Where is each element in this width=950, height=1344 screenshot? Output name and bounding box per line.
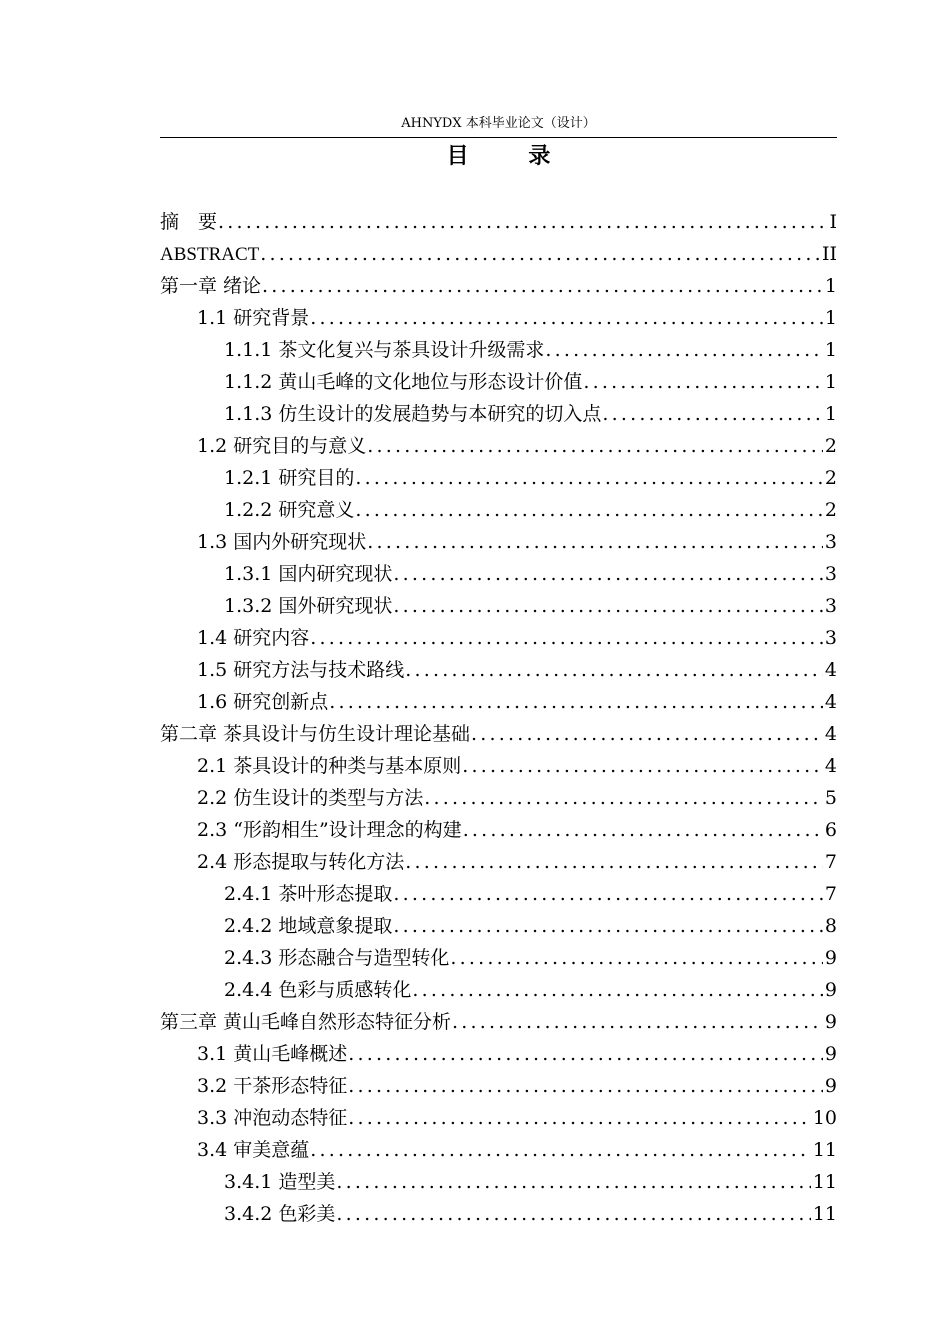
toc-page-number: 2	[824, 467, 837, 489]
toc-entry-label: 1.4 研究内容	[197, 627, 310, 649]
toc-page-number: 1	[824, 371, 837, 393]
toc-dot-leader	[309, 1134, 811, 1166]
toc-entry[interactable]	[160, 846, 837, 878]
toc-entry[interactable]	[160, 590, 837, 622]
toc-entry-label: 3.3 冲泡动态特征	[197, 1107, 348, 1129]
toc-page-number: 3	[824, 563, 837, 585]
toc-entry[interactable]	[160, 1038, 837, 1070]
toc-dot-leader	[347, 1038, 823, 1070]
toc-entry-label: 2.2 仿生设计的类型与方法	[197, 787, 424, 809]
toc-dot-leader	[261, 270, 823, 302]
toc-list	[160, 206, 837, 1230]
toc-page-number: 4	[824, 755, 837, 777]
toc-dot-leader	[347, 1102, 811, 1134]
toc-entry-label: 3.1 黄山毛峰概述	[197, 1043, 348, 1065]
toc-dot-leader	[470, 718, 823, 750]
toc-entry-label: 1.3.2 国外研究现状	[224, 595, 393, 617]
toc-dot-leader	[392, 878, 823, 910]
toc-page-number: 3	[824, 627, 837, 649]
toc-entry[interactable]	[160, 1166, 837, 1198]
toc-dot-leader	[392, 910, 823, 942]
toc-page-number: 4	[824, 723, 837, 745]
toc-page-number: 2	[824, 435, 837, 457]
toc-entry-label: 1.3.1 国内研究现状	[224, 563, 393, 585]
toc-page-number: I	[829, 211, 837, 233]
toc-entry[interactable]	[160, 430, 837, 462]
toc-page-number: 4	[824, 691, 837, 713]
toc-entry[interactable]	[160, 814, 837, 846]
toc-page-number: 1	[824, 403, 837, 425]
toc-page-number: 2	[824, 499, 837, 521]
toc-dot-leader	[392, 590, 823, 622]
toc-entry-label: 第三章 黄山毛峰自然形态特征分析	[160, 1011, 452, 1033]
toc-page-number: 1	[824, 275, 837, 297]
toc-dot-leader	[582, 366, 823, 398]
toc-entry-label: 2.3 “形韵相生”设计理念的构建	[197, 819, 462, 841]
toc-entry[interactable]	[160, 1006, 837, 1038]
toc-entry[interactable]	[160, 942, 837, 974]
toc-page-number: 9	[824, 947, 837, 969]
toc-dot-leader	[462, 814, 823, 846]
toc-dot-leader	[217, 206, 827, 238]
toc-entry[interactable]	[160, 686, 837, 718]
toc-page-number: II	[821, 243, 837, 265]
toc-page-number: 11	[812, 1171, 837, 1193]
toc-entry[interactable]	[160, 654, 837, 686]
header-rule	[160, 137, 837, 138]
toc-entry-label: 1.2 研究目的与意义	[197, 435, 367, 457]
toc-entry-label: 2.4.1 茶叶形态提取	[224, 883, 393, 905]
toc-entry[interactable]	[160, 558, 837, 590]
toc-page-number: 5	[824, 787, 837, 809]
toc-page-number: 4	[824, 659, 837, 681]
toc-title: 目 录	[446, 143, 577, 169]
toc-dot-leader	[392, 558, 823, 590]
toc-dot-leader	[404, 846, 823, 878]
toc-entry[interactable]	[160, 366, 837, 398]
toc-dot-leader	[309, 302, 823, 334]
toc-dot-leader	[309, 622, 823, 654]
toc-entry-label: 1.1.3 仿生设计的发展趋势与本研究的切入点	[224, 403, 602, 425]
toc-entry[interactable]	[160, 238, 837, 270]
toc-entry-label: 3.4 审美意蕴	[197, 1139, 310, 1161]
toc-page-number: 8	[824, 915, 837, 937]
toc-dot-leader	[366, 526, 823, 558]
toc-page-number: 7	[824, 883, 837, 905]
toc-entry[interactable]	[160, 334, 837, 366]
toc-dot-leader	[544, 334, 823, 366]
toc-dot-leader	[461, 750, 823, 782]
toc-entry[interactable]	[160, 782, 837, 814]
toc-entry-label: 3.2 干茶形态特征	[197, 1075, 348, 1097]
toc-dot-leader	[366, 430, 823, 462]
toc-dot-leader	[404, 654, 823, 686]
toc-dot-leader	[423, 782, 823, 814]
toc-entry-label: 1.1 研究背景	[197, 307, 310, 329]
toc-entry[interactable]	[160, 750, 837, 782]
toc-entry-label: 1.3 国内外研究现状	[197, 531, 367, 553]
toc-page-number: 10	[812, 1107, 837, 1129]
toc-entry-label: 3.4.1 造型美	[224, 1171, 336, 1193]
toc-dot-leader	[335, 1166, 810, 1198]
toc-entry-label: 1.5 研究方法与技术路线	[197, 659, 405, 681]
toc-entry-label: 2.4 形态提取与转化方法	[197, 851, 405, 873]
toc-page-number: 9	[824, 979, 837, 1001]
toc-page-number: 11	[812, 1203, 837, 1225]
toc-entry-label: 2.1 茶具设计的种类与基本原则	[197, 755, 462, 777]
toc-entry[interactable]	[160, 622, 837, 654]
toc-entry-label: 1.1.2 黄山毛峰的文化地位与形态设计价值	[224, 371, 583, 393]
toc-entry-label: 第二章 茶具设计与仿生设计理论基础	[160, 723, 471, 745]
toc-dot-leader	[449, 942, 823, 974]
toc-entry-label: 2.4.2 地域意象提取	[224, 915, 393, 937]
toc-entry[interactable]	[160, 398, 837, 430]
toc-entry[interactable]	[160, 270, 837, 302]
toc-entry[interactable]	[160, 526, 837, 558]
toc-entry[interactable]	[160, 974, 837, 1006]
toc-entry[interactable]	[160, 1134, 837, 1166]
toc-entry-label: 1.1.1 茶文化复兴与茶具设计升级需求	[224, 339, 545, 361]
toc-entry-label: 2.4.4 色彩与质感转化	[224, 979, 412, 1001]
toc-page-number: 3	[824, 595, 837, 617]
toc-page-number: 9	[824, 1043, 837, 1065]
toc-entry-label: 第一章 绪论	[160, 275, 262, 297]
toc-entry-label: 1.2.2 研究意义	[224, 499, 355, 521]
toc-page-number: 9	[824, 1075, 837, 1097]
toc-dot-leader	[411, 974, 823, 1006]
toc-entry[interactable]	[160, 718, 837, 750]
toc-entry[interactable]	[160, 1070, 837, 1102]
toc-page-number: 11	[812, 1139, 837, 1161]
toc-dot-leader	[259, 238, 820, 270]
toc-dot-leader	[335, 1198, 810, 1230]
toc-entry-label: 3.4.2 色彩美	[224, 1203, 336, 1225]
toc-entry-label: 1.6 研究创新点	[197, 691, 329, 713]
toc-dot-leader	[354, 494, 823, 526]
toc-page-number: 7	[824, 851, 837, 873]
toc-dot-leader	[328, 686, 823, 718]
toc-dot-leader	[354, 462, 823, 494]
toc-entry[interactable]	[160, 462, 837, 494]
toc-page-number: 6	[824, 819, 837, 841]
toc-entry-label: ABSTRACT	[160, 244, 260, 265]
running-header: AHNYDX 本科毕业论文（设计）	[401, 116, 596, 131]
toc-entry-label: 2.4.3 形态融合与造型转化	[224, 947, 450, 969]
toc-entry[interactable]	[160, 494, 837, 526]
toc-entry[interactable]	[160, 1102, 837, 1134]
toc-page-number: 9	[824, 1011, 837, 1033]
toc-page-number: 3	[824, 531, 837, 553]
toc-dot-leader	[451, 1006, 823, 1038]
toc-entry[interactable]	[160, 302, 837, 334]
toc-entry-label: 摘 要	[160, 211, 218, 233]
toc-entry[interactable]	[160, 1198, 837, 1230]
toc-page-number: 1	[824, 307, 837, 329]
toc-entry-label: 1.2.1 研究目的	[224, 467, 355, 489]
toc-entry[interactable]	[160, 878, 837, 910]
toc-page-number: 1	[824, 339, 837, 361]
toc-dot-leader	[347, 1070, 823, 1102]
toc-entry[interactable]	[160, 910, 837, 942]
toc-entry[interactable]	[160, 206, 837, 238]
toc-dot-leader	[601, 398, 823, 430]
